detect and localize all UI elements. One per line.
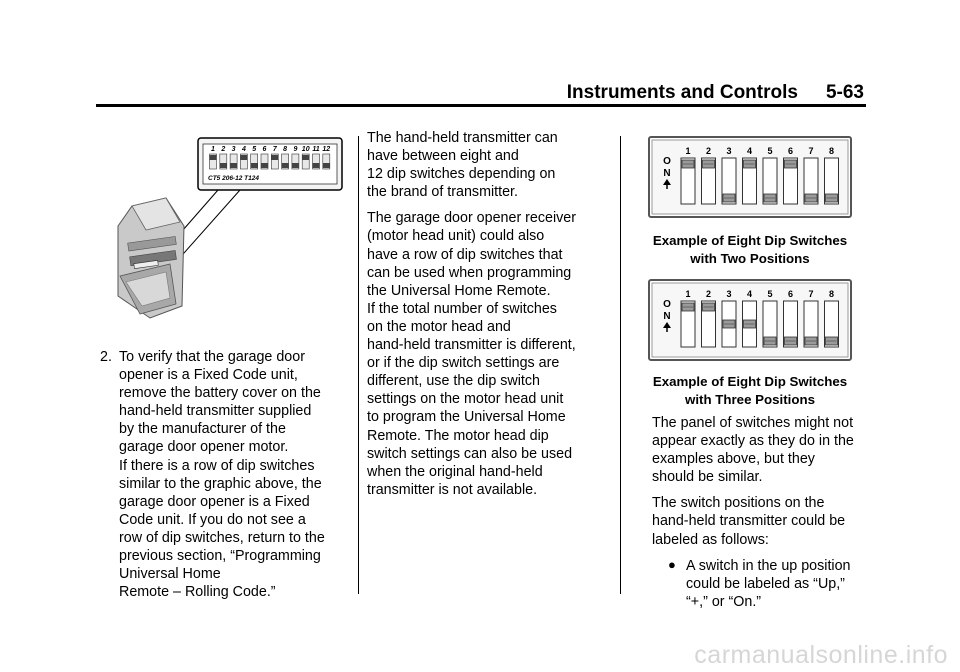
text-line: remove the battery cover on the [119,385,321,402]
text-line: settings on the motor head unit [367,391,564,408]
text-line: have a row of dip switches that [367,246,563,263]
transmitter-switch-count-paragraph [367,129,612,201]
mismatch-paragraph [367,300,612,499]
text-line: (motor head unit) could also [367,228,545,245]
watermark: carmanualsonline.info [694,641,948,669]
step-2-text [96,348,351,601]
column-2 [367,129,612,507]
text-line: different, use the dip switch [367,373,540,390]
switch-number: 3 [726,289,732,299]
panel-switch-knob [282,163,289,168]
text-line: “+,” or “On.” [686,593,762,610]
switch-number: 6 [787,146,794,156]
text-line: appear exactly as they do in the [652,433,854,450]
caption-line: with Two Positions [690,251,810,266]
text-line: hand-held transmitter is different, [367,337,576,354]
panel-number: 1 [211,146,215,153]
text-line: hand-held transmitter could be [652,513,846,530]
panel-switch-knob [230,163,237,168]
text-line: To verify that the garage door [119,349,305,365]
text-line: Remote – Rolling Code.” [119,584,276,601]
text-line: Code unit. If you do not see a [119,511,306,528]
panel-number: 2 [221,146,226,153]
switch-number: 1 [685,146,691,156]
panel-number: 9 [293,146,298,153]
text-line: 12 dip switches depending on [367,166,556,183]
switch-number: 3 [726,146,732,156]
panel-switch-knob [292,163,299,168]
switch-number: 7 [808,289,814,299]
panel-number: 4 [241,146,246,153]
caption-line: Example of Eight Dip Switches [652,374,848,389]
switch-number: 8 [828,146,835,156]
text-line: If the total number of switches [367,300,557,317]
panel-number: 12 [322,146,331,153]
panel-switch-knob [302,155,309,160]
switch-number: 1 [685,289,691,299]
on-label-o: O [663,156,671,167]
text-line: by the manufacturer of the [119,421,286,438]
text-line: similar to the graphic above, the [119,475,322,492]
transmitter-illustration [110,136,344,336]
figure-caption-two-positions [630,232,870,268]
text-line: the brand of transmitter. [367,184,518,201]
page-header [567,82,864,104]
panel-switch-knob [220,163,227,168]
text-line: examples above, but they [652,451,815,468]
column-3 [652,414,872,611]
panel-switch-knob [210,155,217,160]
text-line: The panel of switches might not [652,415,854,431]
panel-number: 6 [262,146,267,153]
text-line: The garage door opener receiver [367,210,577,227]
text-line: or if the dip switch settings are [367,355,560,372]
text-line: The hand-held transmitter can [367,130,558,146]
switch-number: 4 [746,289,753,299]
panel-switch-knob [271,155,278,160]
text-line: hand-held transmitter supplied [119,403,312,420]
on-label-n: N [663,311,671,322]
text-line: could be labeled as “Up,” [686,575,845,592]
panel-number: 3 [231,146,236,153]
text-line: garage door opener motor. [119,439,289,456]
text-line: have between eight and [367,148,519,165]
switch-number: 5 [767,146,773,156]
panel-switch-knob [240,155,247,160]
switch-number: 2 [705,289,712,299]
panel-switch-knob [251,163,258,168]
panel-number: 5 [252,146,257,153]
header-rule [96,104,866,107]
switch-number: 8 [828,289,835,299]
switch-number: 5 [767,289,773,299]
caption-line: Example of Eight Dip Switches [652,233,848,248]
panel-switch-knob [313,163,320,168]
step-2 [96,348,351,601]
receiver-paragraph [367,209,612,299]
bullet-icon: ● [668,556,676,572]
caption-line: with Three Positions [684,392,816,407]
column-divider-1 [358,136,359,594]
bullet-text [686,557,872,611]
switch-labels-paragraph [652,494,872,548]
switch-number: 2 [705,146,712,156]
panel-number: 10 [301,146,310,153]
text-line: previous section, “Programming [119,548,321,565]
text-line: Universal Home [119,566,221,583]
panel-appearance-paragraph [652,414,872,486]
text-line: transmitter is not available. [367,481,538,498]
text-line: switch settings can also be used [367,445,573,462]
bullet-up-position [652,557,872,611]
section-title: Instruments and Controls [566,82,798,103]
text-line: when the original hand-held [367,463,543,480]
text-line: on the motor head and [367,318,511,335]
text-line: If there is a row of dip switches [119,457,315,474]
switch-number: 6 [787,289,794,299]
panel-number: 11 [312,146,320,153]
text-line: The switch positions on the [652,495,825,512]
page-number: 5-63 [825,82,864,103]
panel-number: 7 [272,146,277,153]
panel-code: CT5 206-12 T124 [208,175,259,182]
text-line: the Universal Home Remote. [367,282,551,299]
text-line: labeled as follows: [652,531,769,548]
on-label-o: O [663,299,671,310]
text-line: A switch in the up position [686,557,851,574]
switch-number: 7 [808,146,814,156]
dip-switch-figure-three-positions [648,279,852,361]
text-line: to program the Universal Home [367,409,566,426]
figure-caption-three-positions [630,373,870,409]
text-line: Remote. The motor head dip [367,427,549,444]
text-line: should be similar. [652,469,763,486]
switch-number: 4 [746,146,753,156]
text-line: row of dip switches, return to the [119,529,325,546]
on-label-n: N [663,168,671,179]
text-line: garage door opener is a Fixed [119,493,310,510]
panel-switch-knob [261,163,268,168]
text-line: opener is a Fixed Code unit, [119,367,298,384]
dip-switch-figure-two-positions [648,136,852,218]
panel-number: 8 [283,146,288,153]
column-divider-2 [620,136,621,594]
text-line: can be used when programming [367,264,572,281]
step-number: 2. [100,349,112,365]
panel-switch-knob [323,163,330,168]
